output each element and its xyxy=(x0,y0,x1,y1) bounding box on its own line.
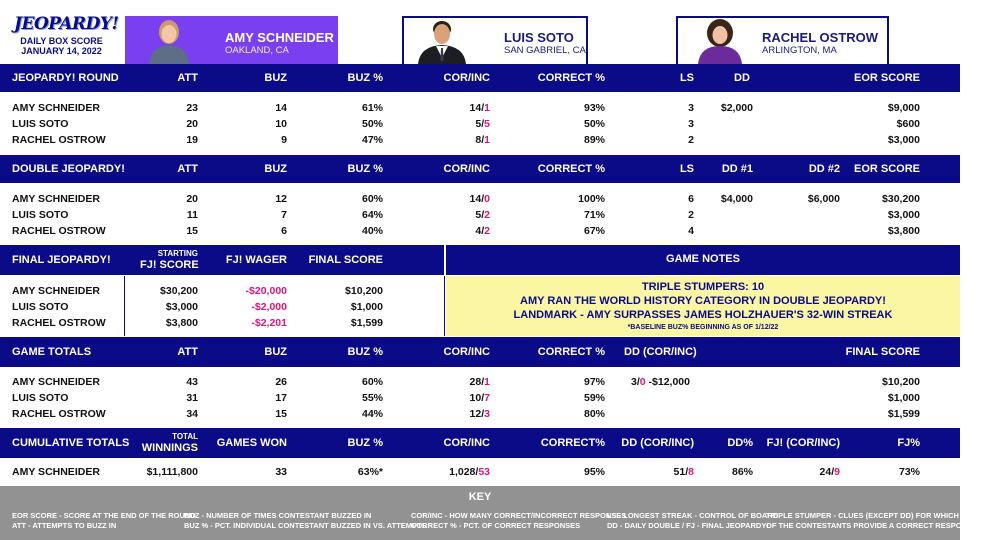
cell-cor-inc xyxy=(475,116,490,132)
cell-correct-pct: 71% xyxy=(583,209,605,221)
note-landmark: LANDMARK - AMY SURPASSES JAMES HOLZHAUER'S 32-WIN STREAK xyxy=(513,309,893,321)
box-score-subtitle: DAILY BOX SCORE xyxy=(20,36,103,46)
table-row xyxy=(0,390,960,406)
cell-correct-pct: 89% xyxy=(583,134,605,146)
col-correct-pct: CORRECT% xyxy=(540,437,605,449)
key-att: ATT - ATTEMPTS TO BUZZ IN xyxy=(12,521,117,530)
cell-correct-pct: 100% xyxy=(578,193,605,205)
cell-cor: 10/ xyxy=(469,392,485,404)
col-starting: STARTING xyxy=(157,249,198,258)
key-correct-pct: CORRECT % - PCT. OF CORRECT RESPONSES xyxy=(411,521,581,530)
cell-games-won: 33 xyxy=(275,466,287,478)
row-name: LUIS SOTO xyxy=(12,209,69,221)
cell-att: 19 xyxy=(186,134,198,146)
cell-att: 43 xyxy=(186,376,198,388)
table-row xyxy=(0,299,444,315)
cell-correct-pct: 97% xyxy=(583,376,605,388)
col-buz: BUZ xyxy=(264,163,287,175)
cell-inc: 1 xyxy=(484,102,490,114)
cell-dd1: $4,000 xyxy=(720,193,753,205)
note-category-run: AMY RAN THE WORLD HISTORY CATEGORY IN DOUBLE JEOPARDY! xyxy=(520,295,886,307)
key-col-2 xyxy=(184,511,427,531)
key-buz-pct: BUZ % - PCT. INDIVIDUAL CONTESTANT BUZZED IN VS. ATTEMPTS xyxy=(184,521,427,530)
col-cor-inc: COR/INC xyxy=(443,346,490,358)
cell-cor-inc xyxy=(475,223,490,239)
row-name: AMY SCHNEIDER xyxy=(12,376,100,388)
col-buz-pct: BUZ % xyxy=(347,72,383,84)
col-correct-pct: CORRECT % xyxy=(537,72,605,84)
logo-text: JEOPARDY! xyxy=(14,14,119,34)
col-buz-pct: BUZ % xyxy=(347,346,383,358)
cell-inc: 2 xyxy=(484,209,490,221)
table-row xyxy=(0,283,444,299)
cell-cor-inc xyxy=(475,207,490,223)
key-buz: BUZ - NUMBER OF TIMES CONTESTANT BUZZED IN xyxy=(184,511,372,520)
table-row xyxy=(0,315,444,331)
key-eor: EOR SCORE - SCORE AT THE END OF THE ROUND xyxy=(12,511,196,520)
table-row xyxy=(0,464,960,480)
col-fj-score: FJ! SCORE xyxy=(140,259,199,271)
cell-buz-pct: 40% xyxy=(361,225,383,237)
double-jeopardy-header xyxy=(0,155,960,183)
col-dd-cor-inc: DD (COR/INC) xyxy=(624,346,697,358)
cell-eor: $600 xyxy=(896,118,920,130)
cell-cor-inc xyxy=(470,191,490,207)
key-dd-fj: DD - DAILY DOUBLE / FJ - FINAL JEOPARDY! xyxy=(607,521,769,530)
cell-wager: -$20,000 xyxy=(245,285,287,297)
table-row xyxy=(0,374,960,390)
cell-final: $1,000 xyxy=(350,301,383,313)
key-title: KEY xyxy=(468,491,492,503)
cell-start: $30,200 xyxy=(160,285,198,297)
row-name: AMY SCHNEIDER xyxy=(12,102,100,114)
contestant-location: SAN GABRIEL, CA xyxy=(504,45,586,56)
cell-eor: $3,000 xyxy=(887,134,920,146)
cell-fj-pct: 73% xyxy=(898,466,920,478)
col-winnings: WINNINGS xyxy=(141,442,198,454)
col-eor: EOR SCORE xyxy=(853,163,920,175)
cell-start: $3,000 xyxy=(165,301,198,313)
game-date: JANUARY 14, 2022 xyxy=(21,46,102,56)
cell-eor: $3,800 xyxy=(887,225,920,237)
cell-buz-pct: 61% xyxy=(361,102,383,114)
cell-buz: 12 xyxy=(275,193,287,205)
contestant-name: LUIS SOTO xyxy=(504,30,574,45)
col-correct-pct: CORRECT % xyxy=(537,163,605,175)
col-cor-inc: COR/INC xyxy=(443,437,490,449)
table-row xyxy=(0,191,960,207)
cell-inc: 3 xyxy=(484,408,490,420)
cell-correct-pct: 50% xyxy=(583,118,605,130)
col-dd-pct: DD% xyxy=(727,437,753,449)
cell-inc: 1 xyxy=(484,376,490,388)
cell-correct-pct: 95% xyxy=(583,466,605,478)
row-name: LUIS SOTO xyxy=(12,118,69,130)
cell-final: $10,200 xyxy=(345,285,383,297)
col-fj-wager: FJ! WAGER xyxy=(225,254,287,266)
game-totals-header xyxy=(0,337,960,367)
row-name: RACHEL OSTROW xyxy=(12,225,106,237)
cell-cor-inc xyxy=(470,100,490,116)
cell-cor: 14/ xyxy=(469,102,485,114)
cell-buz-pct: 64% xyxy=(361,209,383,221)
cell-att: 23 xyxy=(186,102,198,114)
cell-buz-pct: 63%* xyxy=(357,466,383,478)
key-panel xyxy=(0,486,983,540)
key-triple-stumper-2: OF THE CONTESTANTS PROVIDE A CORRECT RESPONSE xyxy=(766,521,977,530)
cell-inc: 2 xyxy=(484,225,490,237)
cell-fj-inc: 9 xyxy=(834,466,840,478)
col-cor-inc: COR/INC xyxy=(443,163,490,175)
game-notes-box xyxy=(446,276,960,336)
cell-final: $1,599 xyxy=(887,408,920,420)
cell-buz-pct: 60% xyxy=(361,193,383,205)
note-footnote: *BASELINE BUZ% BEGINNING AS OF 1/12/22 xyxy=(627,324,779,331)
row-name: RACHEL OSTROW xyxy=(12,134,106,146)
cell-cor: 1,028/ xyxy=(449,466,479,478)
contestant-photo-luis xyxy=(412,18,472,64)
key-col-5 xyxy=(766,511,983,531)
row-name: AMY SCHNEIDER xyxy=(12,466,100,478)
contestant-name: RACHEL OSTROW xyxy=(762,30,879,45)
cell-dd-cor: 51/ xyxy=(673,466,689,478)
cell-att: 34 xyxy=(186,408,198,420)
cell-ls: 2 xyxy=(688,134,694,146)
col-eor: EOR SCORE xyxy=(853,72,920,84)
cell-buz: 10 xyxy=(275,118,287,130)
cell-cor: 5/ xyxy=(475,209,485,221)
cell-att: 15 xyxy=(186,225,198,237)
cell-inc: 53 xyxy=(478,466,490,478)
col-dd2: DD #2 xyxy=(808,163,840,175)
col-total: TOTAL xyxy=(172,432,198,441)
cell-dd-pct: 86% xyxy=(731,466,753,478)
table-row xyxy=(0,207,960,223)
cell-start: $3,800 xyxy=(165,317,198,329)
cell-dd-cor: 3/ xyxy=(631,376,640,388)
key-cor-inc: COR/INC - HOW MANY CORRECT/INCORRECT RESPONSES xyxy=(411,511,627,520)
table-row xyxy=(0,116,960,132)
table-row xyxy=(0,100,960,116)
contestant-card-rachel xyxy=(676,16,889,64)
cell-att: 11 xyxy=(186,209,198,221)
cell-inc: 5 xyxy=(484,118,490,130)
cell-cor: 8/ xyxy=(475,134,485,146)
cell-correct-pct: 93% xyxy=(583,102,605,114)
cell-inc: 7 xyxy=(484,392,490,404)
cell-buz: 15 xyxy=(275,408,287,420)
cell-buz: 9 xyxy=(281,134,287,146)
table-row xyxy=(0,132,960,148)
col-dd: DD xyxy=(734,72,750,84)
section-title: GAME TOTALS xyxy=(12,346,92,358)
contestant-photo-rachel xyxy=(686,18,746,64)
col-att: ATT xyxy=(177,163,198,175)
cell-correct-pct: 59% xyxy=(583,392,605,404)
table-row xyxy=(0,223,960,239)
cell-winnings: $1,111,800 xyxy=(146,466,198,478)
section-title: DOUBLE JEOPARDY! xyxy=(12,163,125,175)
col-att: ATT xyxy=(177,72,198,84)
cell-ls: 6 xyxy=(688,193,694,205)
cell-att: 20 xyxy=(186,193,198,205)
game-notes-title: GAME NOTES xyxy=(666,253,740,265)
cell-dd-cor-inc xyxy=(631,374,690,390)
cell-dd-inc: 8 xyxy=(688,466,694,478)
note-triple-stumpers: TRIPLE STUMPERS: 10 xyxy=(641,281,765,293)
cell-cor-inc xyxy=(470,374,490,390)
cell-correct-pct: 80% xyxy=(583,408,605,420)
cell-wager: -$2,201 xyxy=(251,317,287,329)
col-cor-inc: COR/INC xyxy=(443,72,490,84)
cell-buz-pct: 44% xyxy=(361,408,383,420)
col-correct-pct: CORRECT % xyxy=(537,346,605,358)
cell-buz-pct: 50% xyxy=(361,118,383,130)
cell-cor: 4/ xyxy=(475,225,485,237)
cell-dd-cor-inc xyxy=(674,464,694,480)
cumulative-header xyxy=(0,428,960,458)
col-dd1: DD #1 xyxy=(721,163,753,175)
row-name: RACHEL OSTROW xyxy=(12,317,106,329)
cell-ls: 3 xyxy=(688,118,694,130)
cell-final: $10,200 xyxy=(882,376,920,388)
final-jeopardy-header xyxy=(0,245,960,275)
row-name: RACHEL OSTROW xyxy=(12,408,106,420)
col-buz-pct: BUZ % xyxy=(347,437,383,449)
cell-cor-inc xyxy=(449,464,490,480)
cell-fj-cor-inc xyxy=(820,464,840,480)
cell-cor: 5/ xyxy=(475,118,485,130)
key-triple-stumper-1: TRIPLE STUMPER - CLUES (EXCEPT DD) FOR WHICH NONE xyxy=(766,511,983,520)
cell-buz-pct: 55% xyxy=(361,392,383,404)
table-row xyxy=(0,406,960,422)
cell-cor-inc xyxy=(470,406,490,422)
cell-ls: 2 xyxy=(688,209,694,221)
cell-inc: 1 xyxy=(484,134,490,146)
cell-cor-inc xyxy=(475,132,490,148)
row-name: AMY SCHNEIDER xyxy=(12,285,100,297)
cell-cor: 28/ xyxy=(469,376,485,388)
cell-wager: -$2,000 xyxy=(251,301,287,313)
section-divider xyxy=(444,276,445,336)
section-title: FINAL JEOPARDY! xyxy=(12,254,111,266)
col-buz: BUZ xyxy=(264,72,287,84)
cell-dd-inc: 0 xyxy=(639,376,646,388)
key-col-3 xyxy=(411,511,626,531)
col-final-score: FINAL SCORE xyxy=(845,346,920,358)
cell-buz: 7 xyxy=(281,209,287,221)
col-final-score: FINAL SCORE xyxy=(308,254,383,266)
cell-eor: $9,000 xyxy=(887,102,920,114)
row-name: AMY SCHNEIDER xyxy=(12,193,100,205)
contestant-location: OAKLAND, CA xyxy=(225,45,289,56)
cell-ls: 4 xyxy=(688,225,694,237)
key-ls: LS - LONGEST STREAK - CONTROL OF BOARD xyxy=(607,511,779,520)
contestant-card-amy xyxy=(125,16,338,64)
cell-ls: 3 xyxy=(688,102,694,114)
cell-att: 20 xyxy=(186,118,198,130)
cell-inc: 0 xyxy=(484,193,490,205)
cell-buz: 14 xyxy=(275,102,287,114)
col-games-won: GAMES WON xyxy=(216,437,287,449)
contestant-photo-amy xyxy=(135,18,195,64)
col-ls: LS xyxy=(679,72,694,84)
cell-eor: $30,200 xyxy=(882,193,920,205)
cell-fj-cor: 24/ xyxy=(819,466,835,478)
jeopardy-round-header xyxy=(0,64,960,92)
col-ls: LS xyxy=(679,163,694,175)
cell-buz: 17 xyxy=(275,392,287,404)
cell-buz: 6 xyxy=(281,225,287,237)
cell-dd: $2,000 xyxy=(720,102,753,114)
jeopardy-logo xyxy=(14,14,119,56)
col-dd-cor-inc: DD (COR/INC) xyxy=(621,437,694,449)
col-fj-pct: FJ% xyxy=(897,437,920,449)
cell-final: $1,599 xyxy=(350,317,383,329)
col-att: ATT xyxy=(177,346,198,358)
col-buz: BUZ xyxy=(264,346,287,358)
cell-att: 31 xyxy=(186,392,198,404)
cell-cor-inc xyxy=(470,390,490,406)
key-col-4 xyxy=(607,511,778,531)
cell-dd-value: -$12,000 xyxy=(648,376,690,388)
cell-dd2: $6,000 xyxy=(807,193,840,205)
section-title: CUMULATIVE TOTALS xyxy=(12,437,130,449)
section-title: JEOPARDY! ROUND xyxy=(12,72,119,84)
cell-eor: $3,000 xyxy=(887,209,920,221)
col-fj-cor-inc: FJ! (COR/INC) xyxy=(766,437,840,449)
cell-correct-pct: 67% xyxy=(583,225,605,237)
contestant-name: AMY SCHNEIDER xyxy=(225,30,334,45)
key-col-1 xyxy=(12,511,196,531)
cell-cor: 14/ xyxy=(469,193,485,205)
col-buz-pct: BUZ % xyxy=(347,163,383,175)
contestant-location: ARLINGTON, MA xyxy=(762,45,837,56)
contestant-card-luis xyxy=(402,16,588,64)
cell-buz: 26 xyxy=(275,376,287,388)
row-name: LUIS SOTO xyxy=(12,301,69,313)
cell-cor: 12/ xyxy=(469,408,485,420)
cell-buz-pct: 47% xyxy=(361,134,383,146)
cell-final: $1,000 xyxy=(887,392,920,404)
cell-buz-pct: 60% xyxy=(361,376,383,388)
row-name: LUIS SOTO xyxy=(12,392,69,404)
